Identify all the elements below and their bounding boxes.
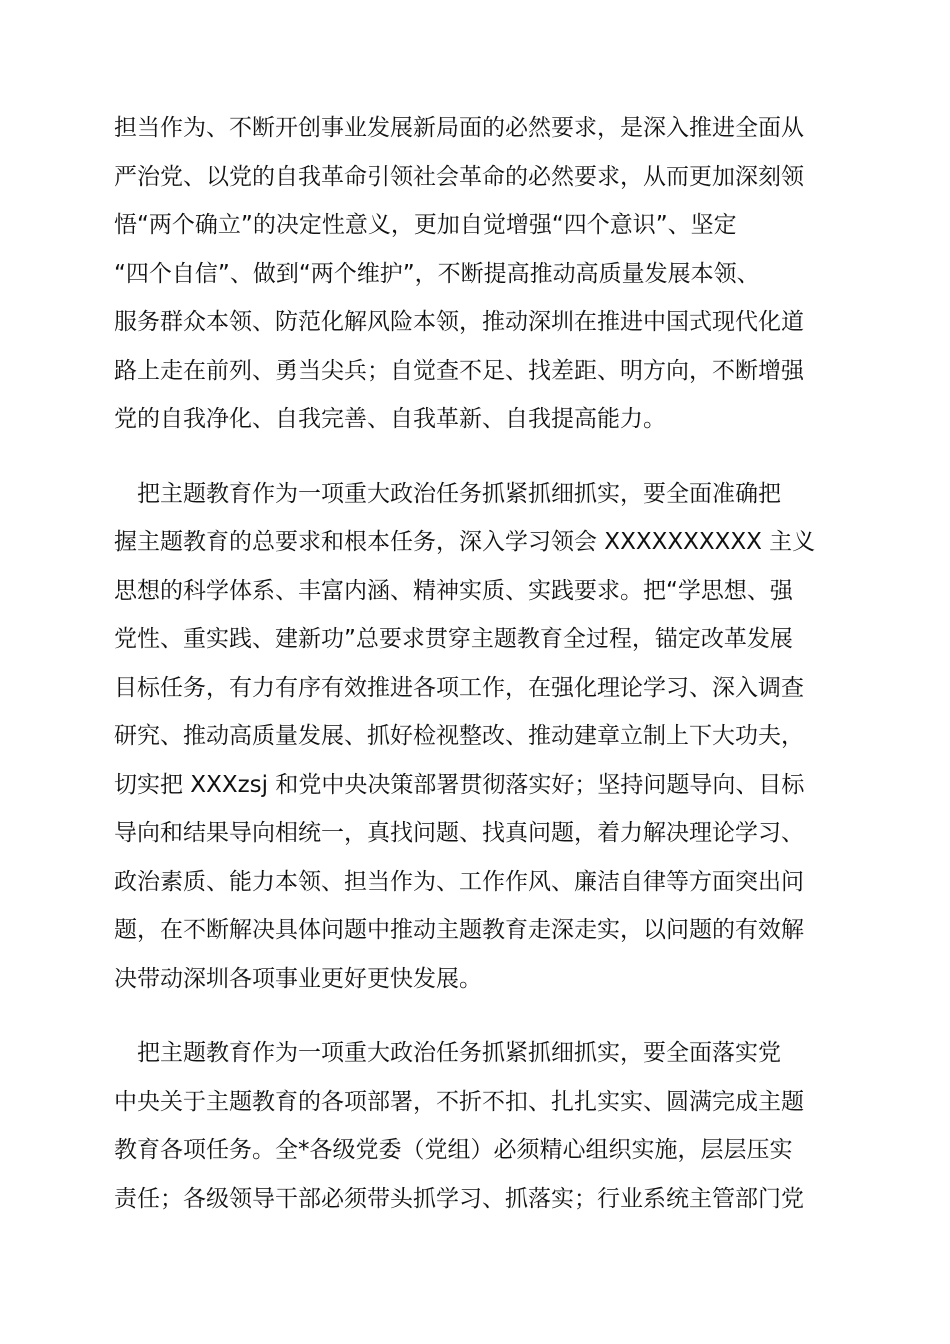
text-line: 服务群众本领、防范化解风险本领，推动深圳在推进中国式现代化道 bbox=[114, 309, 804, 335]
text-line: 把主题教育作为一项重大政治任务抓紧抓细抓实，要全面准确把 bbox=[114, 480, 781, 507]
paragraph-gap bbox=[114, 444, 836, 470]
paragraph-gap bbox=[114, 1003, 836, 1029]
text-line: 把主题教育作为一项重大政治任务抓紧抓细抓实，要全面落实党 bbox=[114, 1040, 781, 1066]
text-line: 握主题教育的总要求和根本任务，深入学习领会 XXXXXXXXXX 主义 bbox=[114, 529, 816, 555]
document-page bbox=[114, 104, 836, 1223]
text-line: 导向和结果导向相统一，真找问题、找真问题，着力解决理论学习、 bbox=[114, 820, 804, 846]
paragraph-2 bbox=[114, 470, 836, 1004]
text-line: 切实把 XXXzsj 和党中央决策部署贯彻落实好；坚持问题导向、目标 bbox=[114, 771, 805, 798]
text-line: 党性、重实践、建新功”总要求贯穿主题教育全过程，锚定改革发展 bbox=[114, 626, 793, 652]
text-line: 党的自我净化、自我完善、自我革新、自我提高能力。 bbox=[114, 406, 666, 432]
text-line: 目标任务，有力有序有效推进各项工作，在强化理论学习、深入调查 bbox=[114, 674, 804, 701]
text-line: 中央关于主题教育的各项部署，不折不扣、扎扎实实、圆满完成主题 bbox=[114, 1088, 804, 1115]
text-line: 严治党、以党的自我革命引领社会革命的必然要求，从而更加深刻领 bbox=[114, 163, 804, 190]
text-line: 政治素质、能力本领、担当作为、工作作风、廉洁自律等方面突出问 bbox=[114, 868, 804, 895]
text-line: 担当作为、不断开创事业发展新局面的必然要求，是深入推进全面从 bbox=[114, 115, 804, 141]
text-line: 悟“两个确立”的决定性意义，更加自觉增强“四个意识”、坚定 bbox=[114, 212, 737, 238]
text-line: “四个自信”、做到“两个维护”，不断提高推动高质量发展本领、 bbox=[114, 260, 760, 287]
text-line: 思想的科学体系、丰富内涵、精神实质、实践要求。把“学思想、强 bbox=[114, 577, 793, 604]
text-line: 研究、推动高质量发展、抓好检视整改、推动建章立制上下大功夫， bbox=[114, 723, 804, 749]
paragraph-3 bbox=[114, 1029, 836, 1223]
text-line: 路上走在前列、勇当尖兵；自觉查不足、找差距、明方向，不断增强 bbox=[114, 357, 804, 384]
text-line: 教育各项任务。全*各级党委（党组）必须精心组织实施，层层压实 bbox=[114, 1137, 793, 1163]
text-line: 责任；各级领导干部必须带头抓学习、抓落实；行业系统主管部门党 bbox=[114, 1185, 804, 1212]
text-line: 决带动深圳各项事业更好更快发展。 bbox=[114, 965, 482, 992]
text-line: 题，在不断解决具体问题中推动主题教育走深走实，以问题的有效解 bbox=[114, 917, 804, 943]
paragraph-1 bbox=[114, 104, 836, 444]
